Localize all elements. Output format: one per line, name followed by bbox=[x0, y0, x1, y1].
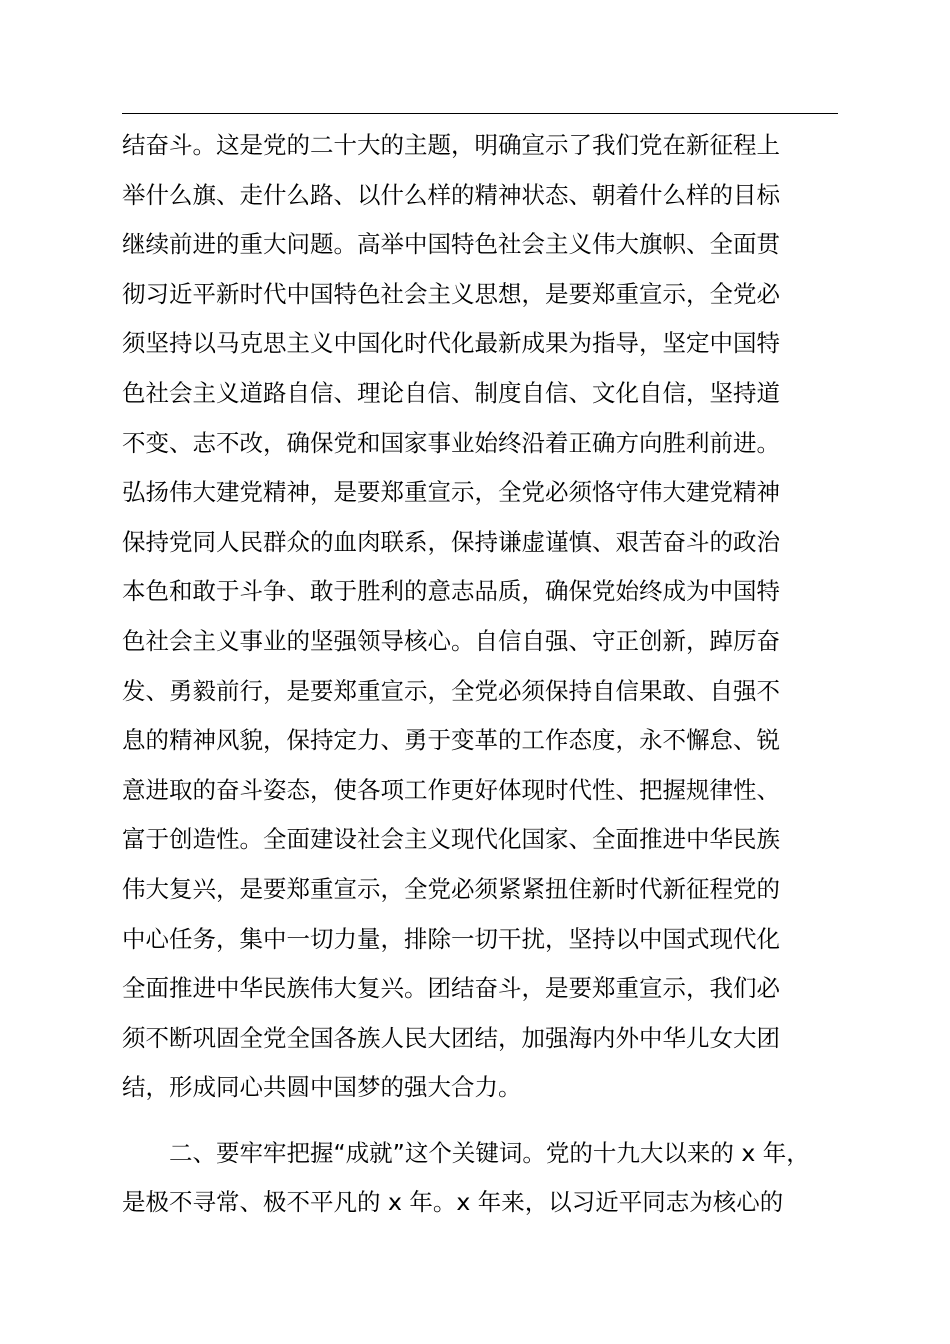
text-line: 色社会主义事业的坚强领导核心。自信自强、守正创新，踔厉奋 bbox=[122, 626, 780, 655]
text-line: 彻习近平新时代中国特色社会主义思想，是要郑重宣示，全党必 bbox=[122, 279, 780, 308]
text-line: 不变、志不改，确保党和国家事业始终沿着正确方向胜利前进。 bbox=[122, 428, 780, 457]
text-line: 是极不寻常、极不平凡的 x 年。x 年来，以习近平同志为核心的 bbox=[122, 1188, 784, 1217]
text-line: 本色和敢于斗争、敢于胜利的意志品质，确保党始终成为中国特 bbox=[122, 577, 780, 606]
text-line: 色社会主义道路自信、理论自信、制度自信、文化自信，坚持道 bbox=[122, 378, 780, 407]
text-line: 结奋斗。这是党的二十大的主题，明确宣示了我们党在新征程上 bbox=[122, 131, 780, 159]
text-line: 伟大复兴，是要郑重宣示，全党必须紧紧扭住新时代新征程党的 bbox=[122, 874, 780, 903]
text-line: 举什么旗、走什么路、以什么样的精神状态、朝着什么样的目标 bbox=[122, 180, 780, 209]
header-rule bbox=[122, 113, 838, 114]
text-line: 意进取的奋斗姿态，使各项工作更好体现时代性、把握规律性、 bbox=[122, 775, 780, 804]
paragraph bbox=[122, 1129, 838, 1228]
paragraph-gap bbox=[122, 1113, 838, 1129]
document-body bbox=[122, 121, 838, 1228]
text-line: 继续前进的重大问题。高举中国特色社会主义伟大旗帜、全面贯 bbox=[122, 230, 780, 259]
text-line: 中心任务，集中一切力量，排除一切干扰，坚持以中国式现代化 bbox=[122, 924, 780, 953]
text-line: 二、要牢牢把握“成就”这个关键词。党的十九大以来的 x 年， bbox=[122, 1138, 810, 1167]
text-line: 须不断巩固全党全国各族人民大团结，加强海内外中华儿女大团 bbox=[122, 1023, 780, 1052]
text-line: 富于创造性。全面建设社会主义现代化国家、全面推进中华民族 bbox=[122, 825, 780, 854]
text-line: 发、勇毅前行，是要郑重宣示，全党必须保持自信果敢、自强不 bbox=[122, 676, 780, 705]
text-line: 弘扬伟大建党精神，是要郑重宣示，全党必须恪守伟大建党精神 bbox=[122, 478, 780, 507]
text-line: 须坚持以马克思主义中国化时代化最新成果为指导，坚定中国特 bbox=[122, 329, 780, 358]
text-line: 保持党同人民群众的血肉联系，保持谦虚谨慎、艰苦奋斗的政治 bbox=[122, 527, 780, 556]
text-line: 全面推进中华民族伟大复兴。团结奋斗，是要郑重宣示，我们必 bbox=[122, 974, 780, 1003]
text-line: 息的精神风貌，保持定力、勇于变革的工作态度，永不懈怠、锐 bbox=[122, 726, 780, 755]
text-line: 结，形成同心共圆中国梦的强大合力。 bbox=[122, 1073, 522, 1102]
paragraph bbox=[122, 121, 838, 1113]
